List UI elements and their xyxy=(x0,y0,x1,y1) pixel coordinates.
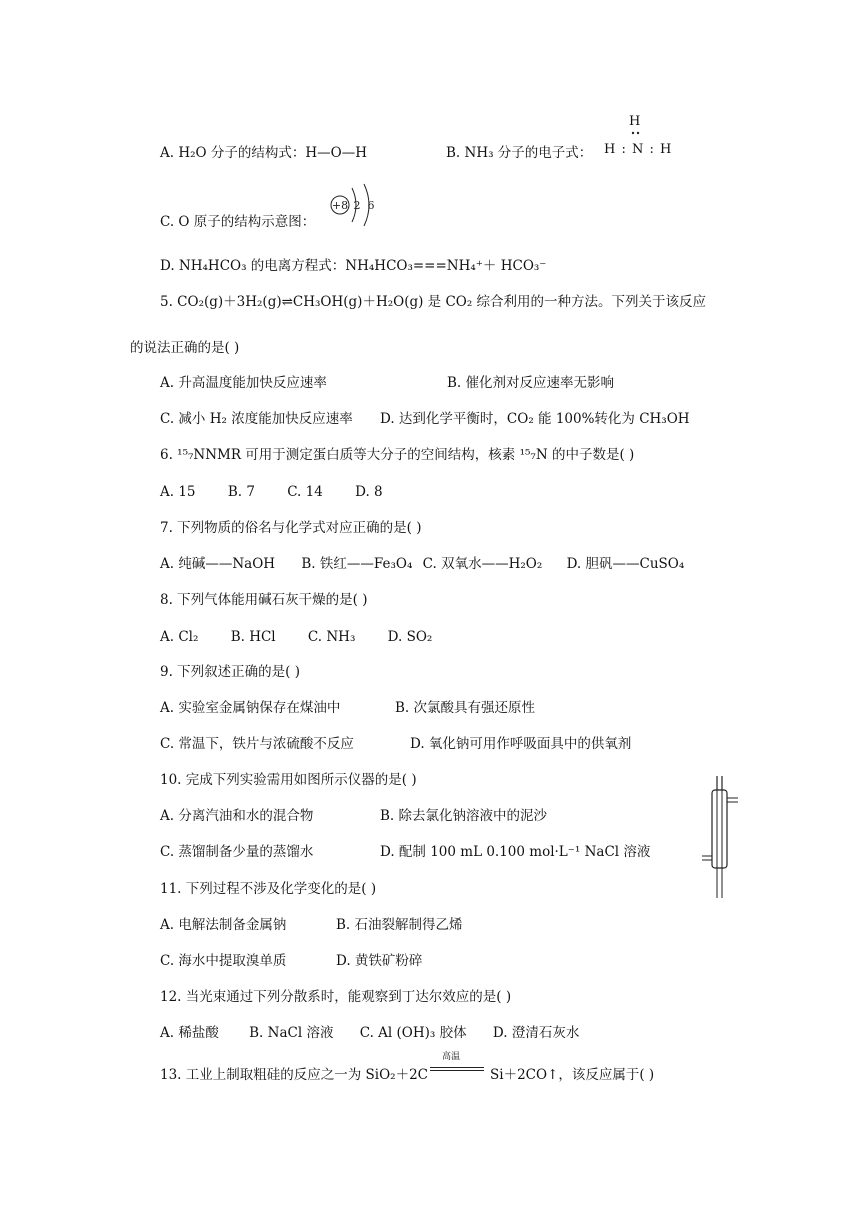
q4-option-b: B. NH₃ 分子的电子式： xyxy=(446,145,593,161)
q12-option-d: D. 澄清石灰水 xyxy=(492,1025,580,1041)
q12-stem: 12. 当光束通过下列分散系时，能观察到丁达尔效应的是( ) xyxy=(160,989,512,1005)
q4-option-c: C. O 原子的结构示意图： xyxy=(160,214,316,230)
q7-option-a: A. 纯碱——NaOH xyxy=(160,556,276,572)
shell-2-electrons: 6 xyxy=(367,199,375,212)
q12-options xyxy=(160,1023,579,1043)
q6-stem: 6. ¹⁵₇NNMR 可用于测定蛋白质等大分子的空间结构，核素 ¹⁵₇N 的中子数是( ) xyxy=(160,447,635,463)
q6-option-c: C. 14 xyxy=(287,484,323,500)
q8-option-d: D. SO₂ xyxy=(387,629,433,645)
q10-option-b: B. 除去氯化钠溶液中的泥沙 xyxy=(380,808,548,824)
q13-stem xyxy=(160,1052,655,1085)
q8-options xyxy=(160,627,432,647)
q5-stem-line2: 的说法正确的是( ) xyxy=(130,340,240,356)
q8-stem: 8. 下列气体能用碱石灰干燥的是( ) xyxy=(160,592,368,608)
q6-option-b: B. 7 xyxy=(227,484,255,500)
q9-option-c: C. 常温下，铁片与浓硫酸不反应 xyxy=(160,736,354,752)
q12-option-c: C. Al (OH)₃ 胶体 xyxy=(359,1025,467,1041)
nh3-electron-formula-h-top: H xyxy=(629,114,641,129)
q7-option-b: B. 铁红——Fe₃O₄ xyxy=(301,556,413,572)
q7-option-d: D. 胆矾——CuSO₄ xyxy=(566,556,685,572)
q11-option-d: D. 黄铁矿粉碎 xyxy=(336,953,423,969)
reaction-condition-label: 高温 xyxy=(442,1052,461,1062)
q9-option-b: B. 次氯酸具有强还原性 xyxy=(395,700,536,716)
oxygen-atom-structure-diagram xyxy=(328,180,388,230)
q9-option-d: D. 氧化钠可用作呼吸面具中的供氧剂 xyxy=(410,736,632,752)
q4-option-d: D. NH₄HCO₃ 的电离方程式：NH₄HCO₃===NH₄⁺＋ HCO₃⁻ xyxy=(160,258,547,274)
condenser-tube-figure xyxy=(700,776,740,901)
q10-option-a: A. 分离汽油和水的混合物 xyxy=(160,808,314,824)
q4-option-a: A. H₂O 分子的结构式：H—O—H xyxy=(160,145,367,161)
q5-option-a: A. 升高温度能加快反应速率 xyxy=(160,375,327,391)
q11-stem: 11. 下列过程不涉及化学变化的是( ) xyxy=(160,881,377,897)
q8-option-a: A. Cl₂ xyxy=(160,629,199,645)
nh3-electron-formula-row: H : N : H xyxy=(604,142,673,157)
q6-option-d: D. 8 xyxy=(355,484,383,500)
q10-option-c: C. 蒸馏制备少量的蒸馏水 xyxy=(160,844,314,860)
q6-options xyxy=(160,482,383,502)
q5-option-c: C. 减小 H₂ 浓度能加快反应速率 xyxy=(160,411,353,427)
q5-option-d: D. 达到化学平衡时，CO₂ 能 100%转化为 CH₃OH xyxy=(380,411,690,427)
q7-options xyxy=(160,554,684,574)
q11-option-a: A. 电解法制备金属钠 xyxy=(160,917,287,933)
q6-option-a: A. 15 xyxy=(160,484,196,500)
q5-stem-line1: 5. CO₂(g)＋3H₂(g)⇌CH₃OH(g)＋H₂O(g) 是 CO₂ 综合利用的一种方法。下列关于该反应 xyxy=(160,294,707,310)
q7-option-c: C. 双氧水——H₂O₂ xyxy=(422,556,543,572)
q11-option-b: B. 石油裂解制得乙烯 xyxy=(336,917,463,933)
q13-stem-before: 13. 工业上制取粗硅的反应之一为 SiO₂＋2C xyxy=(160,1067,429,1083)
q7-stem: 7. 下列物质的俗名与化学式对应正确的是( ) xyxy=(160,520,422,536)
reaction-condition-arrow xyxy=(428,1052,490,1079)
q12-option-a: A. 稀盐酸 xyxy=(160,1025,219,1041)
q10-option-d: D. 配制 100 mL 0.100 mol·L⁻¹ NaCl 溶液 xyxy=(380,844,651,860)
q8-option-b: B. HCl xyxy=(230,629,276,645)
q12-option-b: B. NaCl 溶液 xyxy=(249,1025,334,1041)
q9-option-a: A. 实验室金属钠保存在煤油中 xyxy=(160,700,341,716)
q10-stem: 10. 完成下列实验需用如图所示仪器的是( ) xyxy=(160,772,417,788)
q11-option-c: C. 海水中提取溴单质 xyxy=(160,953,287,969)
q13-stem-after: Si＋2CO↑，该反应属于( ) xyxy=(490,1067,655,1083)
shell-1-electrons: 2 xyxy=(353,199,361,212)
q9-stem: 9. 下列叙述正确的是( ) xyxy=(160,664,300,680)
q8-option-c: C. NH₃ xyxy=(307,629,356,645)
q5-option-b: B. 催化剂对反应速率无影响 xyxy=(447,375,615,391)
nucleus-charge: +8 xyxy=(331,199,349,212)
